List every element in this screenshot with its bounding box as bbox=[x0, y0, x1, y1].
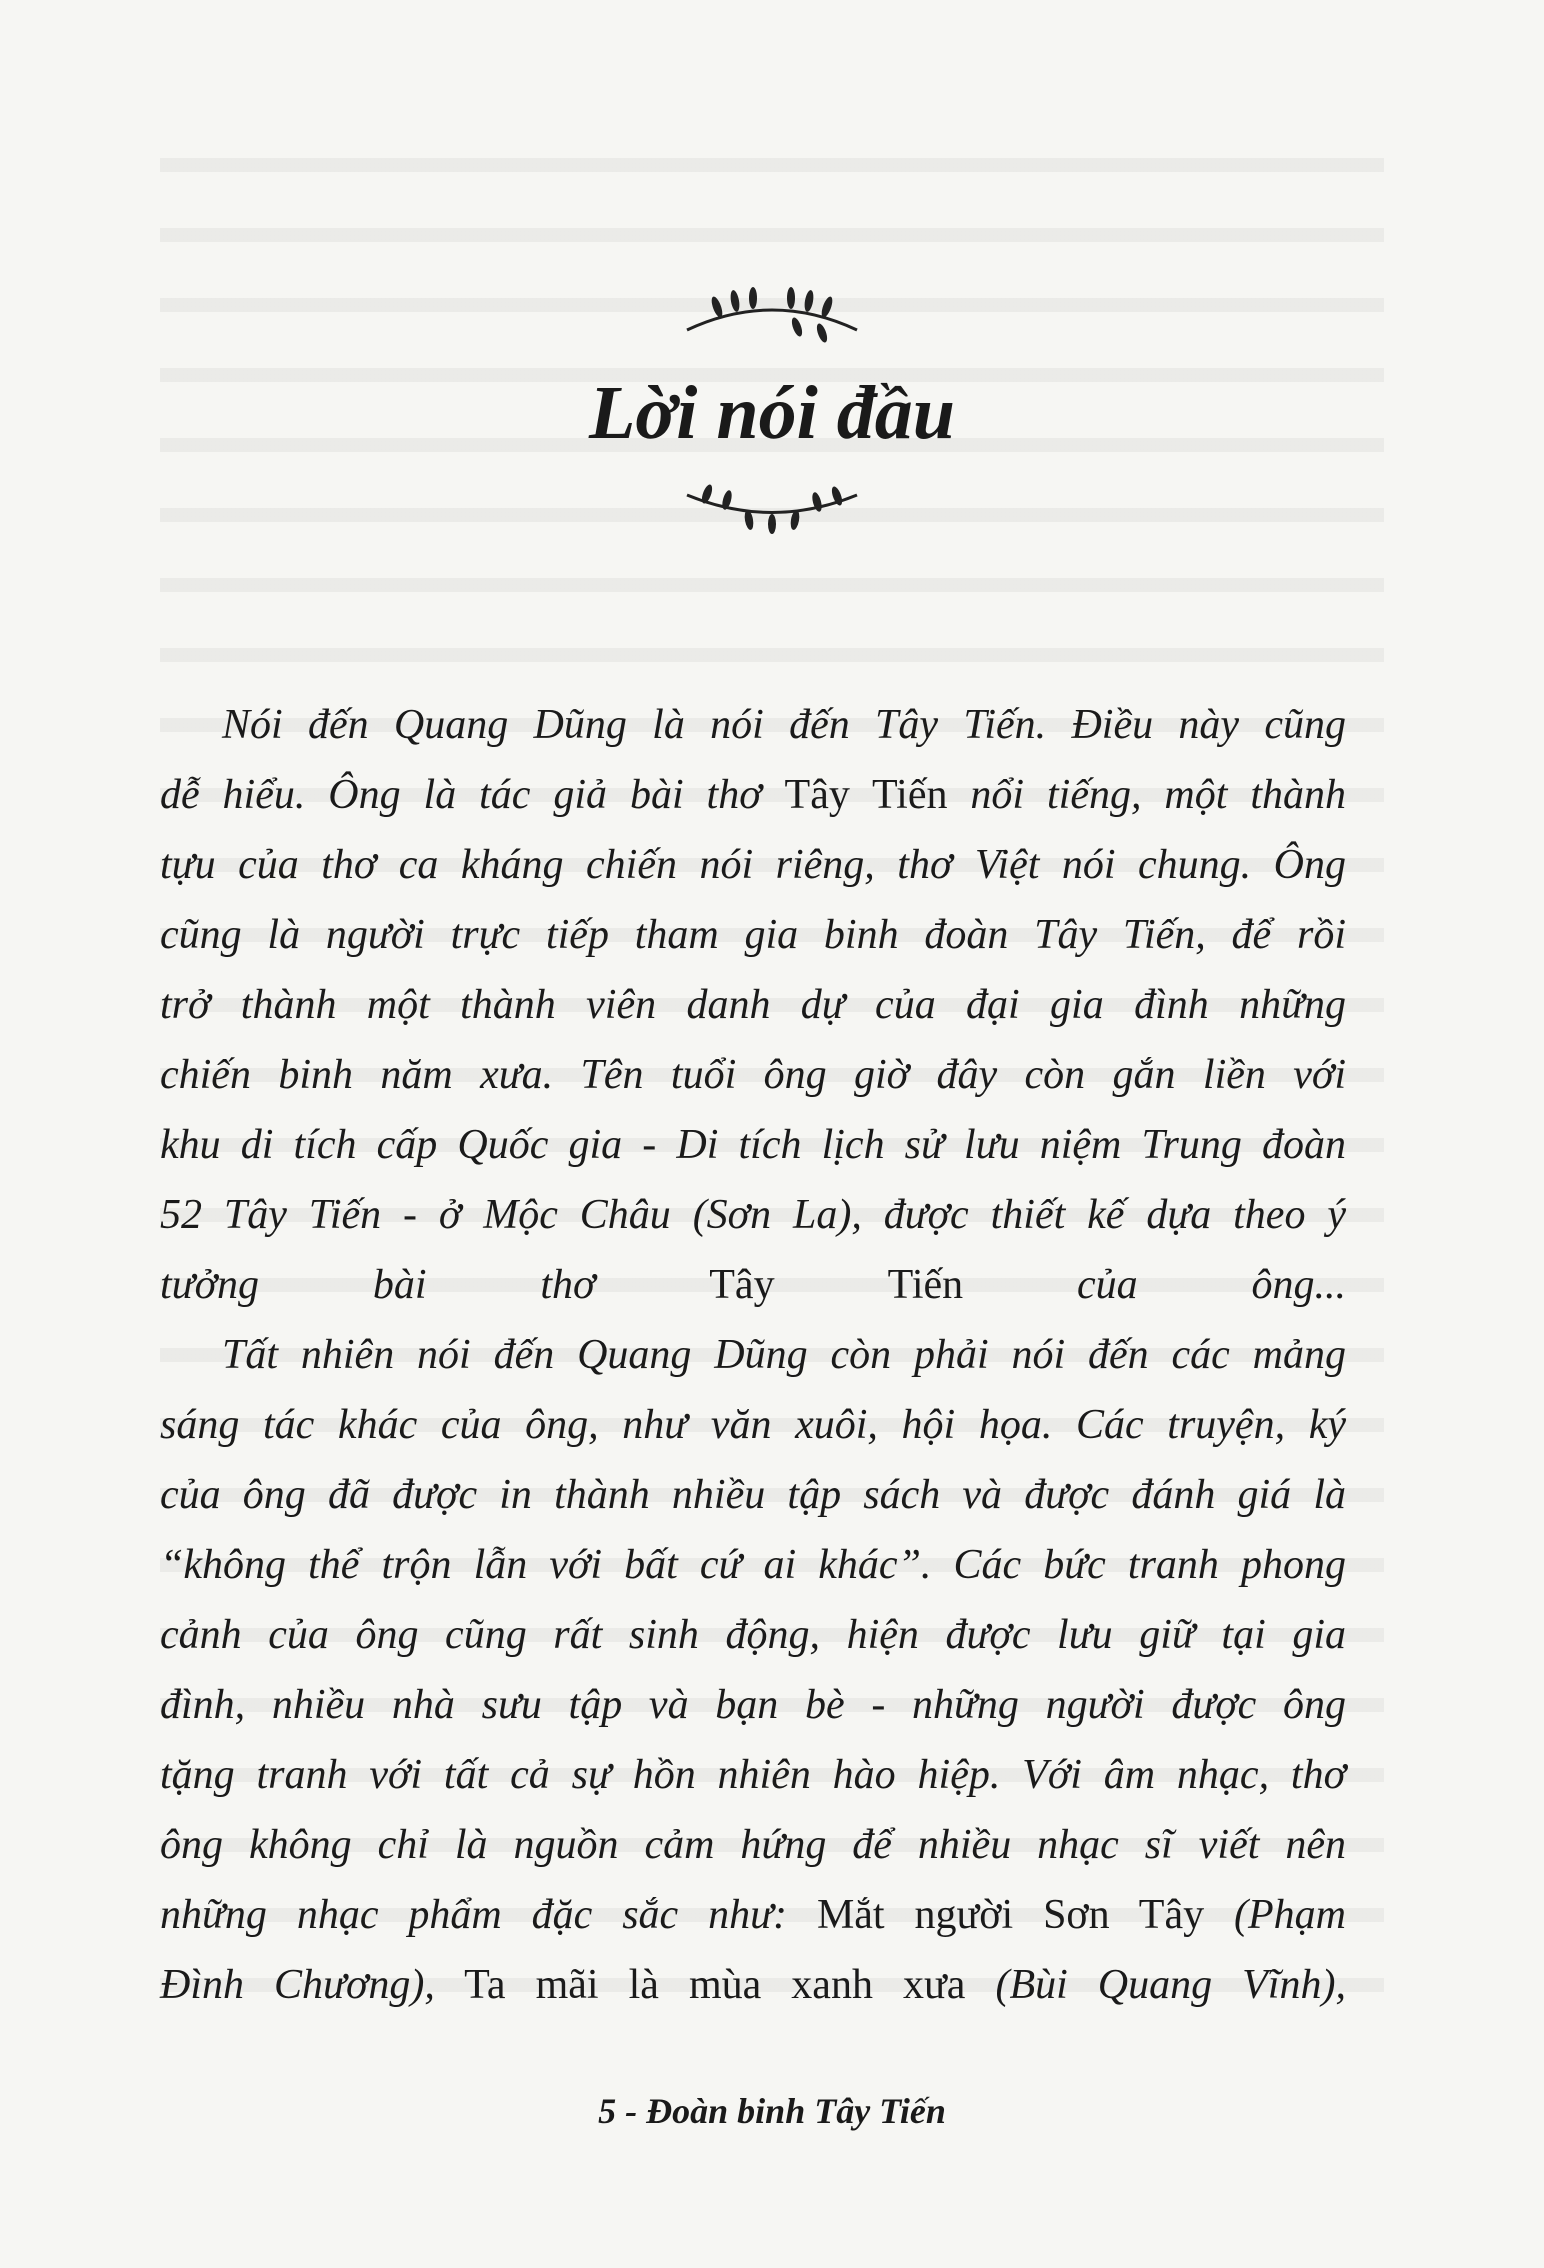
text-segment: (Phạm bbox=[1204, 1892, 1347, 1938]
text-line bbox=[160, 1810, 1346, 1880]
page-footer: 5 - Đoàn binh Tây Tiến bbox=[598, 2091, 946, 2131]
title-reference: Ta mãi là mùa xanh xưa bbox=[434, 1962, 996, 2008]
text-line bbox=[160, 1600, 1346, 1670]
text-line bbox=[160, 1740, 1346, 1810]
text-segment: (Bùi Quang Vĩnh), bbox=[995, 1962, 1346, 2008]
paragraph bbox=[160, 690, 1346, 1320]
text-segment: nổi tiếng, một thành bbox=[947, 772, 1346, 818]
text-line bbox=[160, 1390, 1346, 1460]
title-reference: Mắt người Sơn Tây bbox=[816, 1892, 1205, 1938]
text-line bbox=[160, 1670, 1346, 1740]
text-line bbox=[160, 690, 1346, 760]
text-segment: tặng tranh với tất cả sự hồn nhiên hào hiệp. Với âm nhạc, thơ bbox=[160, 1752, 1346, 1798]
text-line bbox=[160, 1040, 1346, 1110]
text-line bbox=[160, 1950, 1346, 2020]
text-line bbox=[160, 1320, 1346, 1390]
paragraph bbox=[160, 1320, 1346, 2020]
title-reference: Tây Tiến bbox=[709, 1262, 964, 1308]
text-line bbox=[160, 1180, 1346, 1250]
text-segment: sáng tác khác của ông, như văn xuôi, hội họa. Các truyện, ký bbox=[160, 1402, 1346, 1448]
body-text bbox=[160, 690, 1346, 2020]
text-segment: dễ hiểu. Ông là tác giả bài thơ bbox=[160, 772, 785, 818]
laurel-ornament-bottom bbox=[677, 480, 867, 540]
text-segment: của ông đã được in thành nhiều tập sách và được đánh giá là bbox=[160, 1472, 1346, 1518]
text-line bbox=[160, 970, 1346, 1040]
text-line bbox=[160, 1460, 1346, 1530]
text-line bbox=[160, 1110, 1346, 1180]
text-segment: cảnh của ông cũng rất sinh động, hiện được lưu giữ tại gia bbox=[160, 1612, 1346, 1658]
text-segment: cũng là người trực tiếp tham gia binh đoàn Tây Tiến, để rồi bbox=[160, 912, 1346, 958]
text-segment: chiến binh năm xưa. Tên tuổi ông giờ đây còn gắn liền với bbox=[160, 1052, 1346, 1098]
page-title: Lời nói đầu bbox=[589, 371, 955, 455]
text-line bbox=[160, 1250, 1346, 1320]
text-segment: trở thành một thành viên danh dự của đại gia đình những bbox=[160, 982, 1346, 1028]
text-segment: “không thể trộn lẫn với bất cứ ai khác”. Các bức tranh phong bbox=[160, 1542, 1346, 1588]
text-segment: 52 Tây Tiến - ở Mộc Châu (Sơn La), được thiết kế dựa theo ý bbox=[160, 1192, 1346, 1238]
text-line bbox=[160, 900, 1346, 970]
text-segment: Đình Chương), bbox=[160, 1962, 435, 2008]
text-segment: Nói đến Quang Dũng là nói đến Tây Tiến. Điều này cũng bbox=[222, 702, 1346, 748]
text-segment: khu di tích cấp Quốc gia - Di tích lịch sử lưu niệm Trung đoàn bbox=[160, 1122, 1346, 1168]
text-segment: tựu của thơ ca kháng chiến nói riêng, thơ Việt nói chung. Ông bbox=[160, 842, 1346, 888]
text-segment: ông không chỉ là nguồn cảm hứng để nhiều nhạc sĩ viết nên bbox=[160, 1822, 1346, 1868]
text-line bbox=[160, 1530, 1346, 1600]
text-segment: tưởng bài thơ bbox=[160, 1262, 710, 1308]
text-segment: đình, nhiều nhà sưu tập và bạn bè - những người được ông bbox=[160, 1682, 1346, 1728]
text-segment: những nhạc phẩm đặc sắc như: bbox=[160, 1892, 817, 1938]
text-line bbox=[160, 830, 1346, 900]
text-line bbox=[160, 760, 1346, 830]
title-reference: Tây Tiến bbox=[784, 772, 948, 818]
text-segment: của ông... bbox=[963, 1262, 1346, 1308]
laurel-ornament-top bbox=[677, 285, 867, 355]
text-segment: Tất nhiên nói đến Quang Dũng còn phải nói đến các mảng bbox=[222, 1332, 1346, 1378]
text-line bbox=[160, 1880, 1346, 1950]
